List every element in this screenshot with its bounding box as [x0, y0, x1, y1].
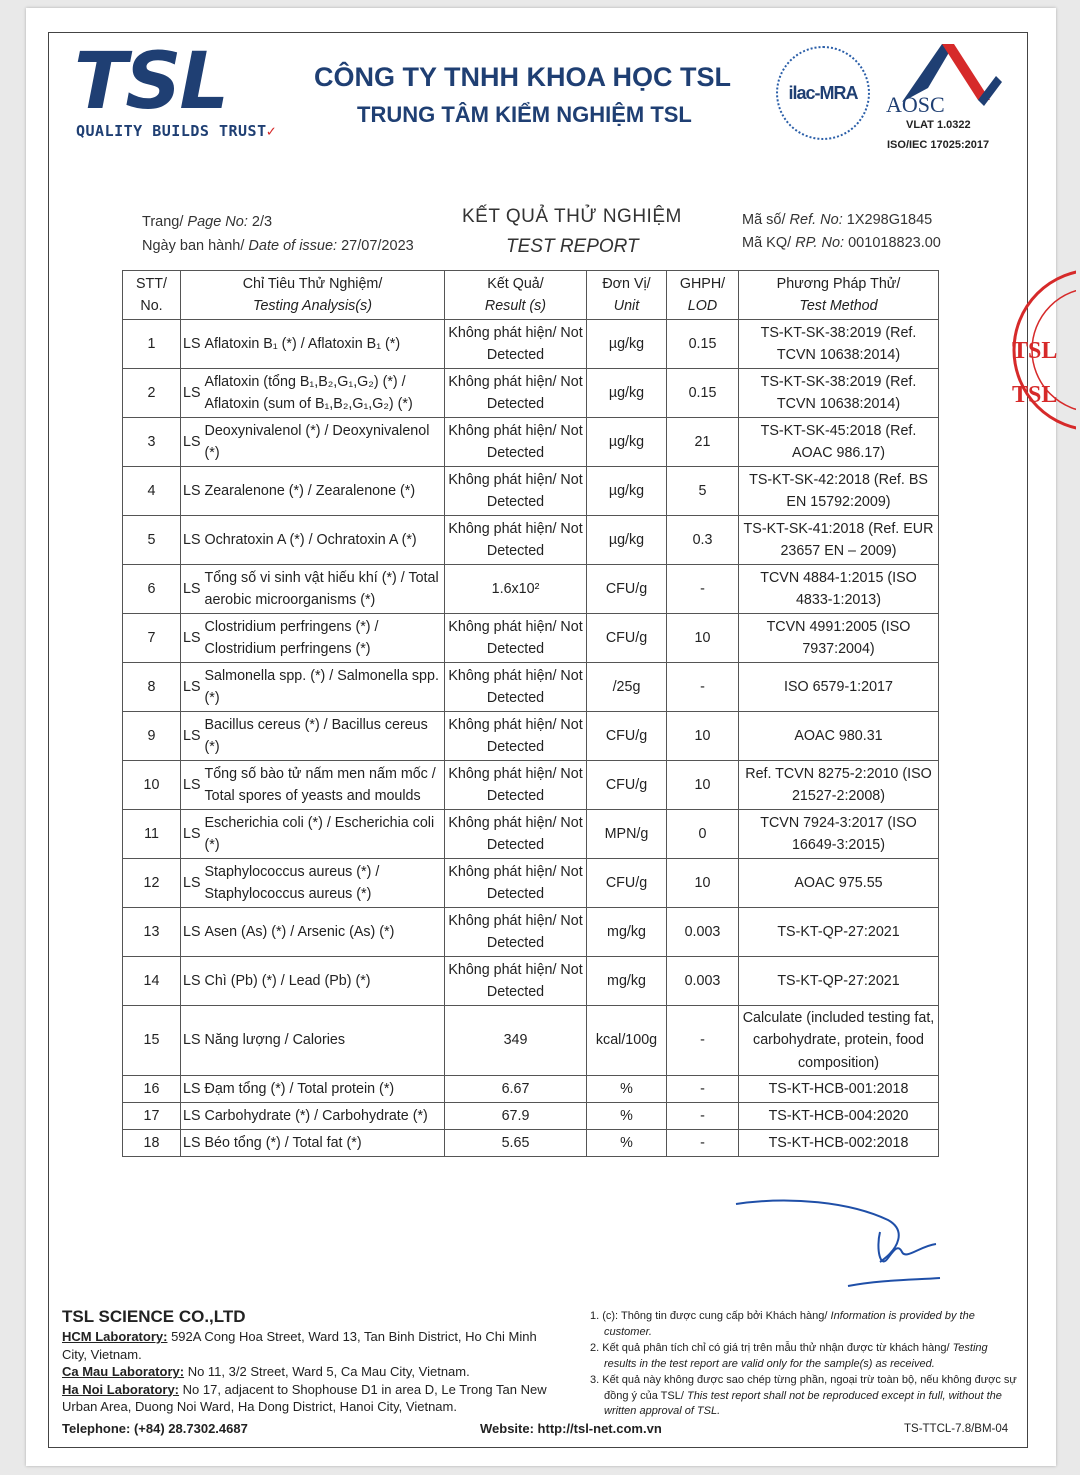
- row-result: Không phát hiện/ Not Detected: [445, 810, 587, 859]
- row-ls-flag: LS: [181, 1006, 203, 1076]
- row-unit: kcal/100g: [587, 1006, 667, 1076]
- row-analysis: Zearalenone (*) / Zearalenone (*): [203, 467, 445, 516]
- row-analysis: Béo tổng (*) / Total fat (*): [203, 1130, 445, 1157]
- row-ls-flag: LS: [181, 957, 203, 1006]
- row-unit: %: [587, 1103, 667, 1130]
- table-row: [123, 859, 939, 908]
- row-method: TS-KT-SK-38:2019 (Ref. TCVN 10638:2014): [739, 369, 939, 418]
- note-3: 3. Kết quả này không được sao chép từng phần, ngoại trừ toàn bộ, nếu không được sự đồng ý của TSL/ This test report shall not be reproduced except in full, without the written approval of TSL.: [590, 1374, 1017, 1417]
- row-ls-flag: LS: [181, 369, 203, 418]
- signature: [730, 1192, 950, 1292]
- row-unit: CFU/g: [587, 614, 667, 663]
- table-row: [123, 712, 939, 761]
- row-method: TS-KT-HCB-002:2018: [739, 1130, 939, 1157]
- results-table: [122, 270, 939, 1157]
- row-method: Ref. TCVN 8275-2:2010 (ISO 21527-2:2008): [739, 761, 939, 810]
- rp-number: Mã KQ/ RP. No: 001018823.00: [742, 235, 941, 251]
- row-analysis: Tổng số bào tử nấm men nấm mốc / Total spores of yeasts and moulds: [203, 761, 445, 810]
- row-number: 1: [123, 320, 181, 369]
- header-no: STT/ No.: [123, 271, 181, 320]
- row-ls-flag: LS: [181, 859, 203, 908]
- row-number: 12: [123, 859, 181, 908]
- row-lod: 10: [667, 761, 739, 810]
- row-ls-flag: LS: [181, 663, 203, 712]
- row-result: 67.9: [445, 1103, 587, 1130]
- row-ls-flag: LS: [181, 516, 203, 565]
- row-result: Không phát hiện/ Not Detected: [445, 712, 587, 761]
- row-unit: CFU/g: [587, 565, 667, 614]
- row-method: TS-KT-HCB-004:2020: [739, 1103, 939, 1130]
- row-method: TCVN 4991:2005 (ISO 7937:2004): [739, 614, 939, 663]
- row-number: 2: [123, 369, 181, 418]
- row-result: Không phát hiện/ Not Detected: [445, 516, 587, 565]
- footer-addresses: [62, 1306, 562, 1416]
- row-result: Không phát hiện/ Not Detected: [445, 467, 587, 516]
- ref-number: Mã số/ Ref. No: 1X298G1845: [742, 212, 933, 228]
- header-result: Kết Quả/ Result (s): [445, 271, 587, 320]
- row-method: Calculate (included testing fat, carbohydrate, protein, food composition): [739, 1006, 939, 1076]
- row-method: TS-KT-SK-42:2018 (Ref. BS EN 15792:2009): [739, 467, 939, 516]
- row-ls-flag: LS: [181, 1103, 203, 1130]
- row-analysis: Đạm tổng (*) / Total protein (*): [203, 1076, 445, 1103]
- table-row: [123, 369, 939, 418]
- row-lod: -: [667, 1006, 739, 1076]
- website-link[interactable]: Website: http://tsl-net.com.vn: [480, 1421, 662, 1436]
- row-result: 349: [445, 1006, 587, 1076]
- row-number: 3: [123, 418, 181, 467]
- row-ls-flag: LS: [181, 712, 203, 761]
- row-unit: µg/kg: [587, 320, 667, 369]
- header-method: Phương Pháp Thử/ Test Method: [739, 271, 939, 320]
- row-number: 4: [123, 467, 181, 516]
- row-lod: 0.3: [667, 516, 739, 565]
- row-result: 5.65: [445, 1130, 587, 1157]
- row-analysis: Asen (As) (*) / Arsenic (As) (*): [203, 908, 445, 957]
- vlat-number: VLAT 1.0322: [906, 119, 971, 131]
- row-method: AOAC 980.31: [739, 712, 939, 761]
- row-result: Không phát hiện/ Not Detected: [445, 418, 587, 467]
- svg-text:TSL: TSL: [1012, 382, 1058, 408]
- row-method: TS-KT-SK-45:2018 (Ref. AOAC 986.17): [739, 418, 939, 467]
- aosc-label: AOSC: [886, 92, 945, 117]
- row-unit: /25g: [587, 663, 667, 712]
- table-row: [123, 663, 939, 712]
- row-analysis: Aflatoxin (tổng B₁,B₂,G₁,G₂) (*) / Aflatoxin (sum of B₁,B₂,G₁,G₂) (*): [203, 369, 445, 418]
- table-row: [123, 418, 939, 467]
- logo-slogan: QUALITY BUILDS TRUST✓: [76, 122, 277, 140]
- report-title-vi: KẾT QUẢ THỬ NGHIỆM: [462, 206, 682, 227]
- row-ls-flag: LS: [181, 565, 203, 614]
- row-unit: %: [587, 1130, 667, 1157]
- footer-company: TSL SCIENCE CO.,LTD: [62, 1307, 246, 1326]
- red-stamp: [1006, 262, 1076, 438]
- row-method: TS-KT-SK-41:2018 (Ref. EUR 23657 EN – 2009): [739, 516, 939, 565]
- row-ls-flag: LS: [181, 320, 203, 369]
- row-method: TS-KT-SK-38:2019 (Ref. TCVN 10638:2014): [739, 320, 939, 369]
- row-result: Không phát hiện/ Not Detected: [445, 761, 587, 810]
- row-lod: 10: [667, 614, 739, 663]
- row-analysis: Clostridium perfringens (*) / Clostridium perfringens (*): [203, 614, 445, 663]
- row-lod: 21: [667, 418, 739, 467]
- row-unit: mg/kg: [587, 908, 667, 957]
- row-lod: -: [667, 565, 739, 614]
- header-analysis: Chỉ Tiêu Thử Nghiệm/ Testing Analysis(s): [181, 271, 445, 320]
- row-method: TS-KT-QP-27:2021: [739, 957, 939, 1006]
- row-unit: CFU/g: [587, 859, 667, 908]
- row-method: ISO 6579-1:2017: [739, 663, 939, 712]
- row-unit: CFU/g: [587, 712, 667, 761]
- row-analysis: Năng lượng / Calories: [203, 1006, 445, 1076]
- row-analysis: Chì (Pb) (*) / Lead (Pb) (*): [203, 957, 445, 1006]
- row-lod: 0.003: [667, 908, 739, 957]
- row-analysis: Deoxynivalenol (*) / Deoxynivalenol (*): [203, 418, 445, 467]
- row-ls-flag: LS: [181, 614, 203, 663]
- row-ls-flag: LS: [181, 467, 203, 516]
- row-lod: -: [667, 663, 739, 712]
- page-number: Trang/ Page No: 2/3: [142, 214, 273, 230]
- table-row: [123, 614, 939, 663]
- row-unit: µg/kg: [587, 467, 667, 516]
- row-number: 11: [123, 810, 181, 859]
- tsl-logo: TSL: [74, 37, 228, 127]
- note-1: 1. (c): Thông tin được cung cấp bởi Khách hàng/ Information is provided by the customer.: [590, 1310, 975, 1338]
- row-number: 10: [123, 761, 181, 810]
- row-analysis: Staphylococcus aureus (*) / Staphylococcus aureus (*): [203, 859, 445, 908]
- row-analysis: Carbohydrate (*) / Carbohydrate (*): [203, 1103, 445, 1130]
- center-name: TRUNG TÂM KIỂM NGHIỆM TSL: [357, 102, 692, 127]
- row-analysis: Tổng số vi sinh vật hiếu khí (*) / Total aerobic microorganisms (*): [203, 565, 445, 614]
- table-row: [123, 1076, 939, 1103]
- issue-date: Ngày ban hành/ Date of issue: 27/07/2023: [142, 238, 414, 254]
- header-lod: GHPH/ LOD: [667, 271, 739, 320]
- row-ls-flag: LS: [181, 761, 203, 810]
- row-analysis: Escherichia coli (*) / Escherichia coli (*): [203, 810, 445, 859]
- row-ls-flag: LS: [181, 908, 203, 957]
- row-lod: -: [667, 1076, 739, 1103]
- row-unit: µg/kg: [587, 516, 667, 565]
- row-method: TS-KT-HCB-001:2018: [739, 1076, 939, 1103]
- row-result: Không phát hiện/ Not Detected: [445, 859, 587, 908]
- row-result: 6.67: [445, 1076, 587, 1103]
- row-lod: 10: [667, 712, 739, 761]
- row-method: TS-KT-QP-27:2021: [739, 908, 939, 957]
- row-lod: 5: [667, 467, 739, 516]
- form-code: TS-TTCL-7.8/BM-04: [904, 1423, 1009, 1435]
- row-number: 17: [123, 1103, 181, 1130]
- row-method: TCVN 7924-3:2017 (ISO 16649-3:2015): [739, 810, 939, 859]
- row-lod: 0.15: [667, 369, 739, 418]
- row-result: Không phát hiện/ Not Detected: [445, 320, 587, 369]
- table-row: [123, 957, 939, 1006]
- hcm-address: HCM Laboratory: 592A Cong Hoa Street, Ward 13, Tan Binh District, Ho Chi Minh City, Vietnam.: [62, 1329, 537, 1362]
- iso-standard: ISO/IEC 17025:2017: [887, 139, 990, 151]
- row-ls-flag: LS: [181, 1076, 203, 1103]
- report-title-en: TEST REPORT: [506, 236, 639, 257]
- row-number: 18: [123, 1130, 181, 1157]
- row-number: 15: [123, 1006, 181, 1076]
- row-analysis: Aflatoxin B₁ (*) / Aflatoxin B₁ (*): [203, 320, 445, 369]
- row-number: 6: [123, 565, 181, 614]
- row-lod: 10: [667, 859, 739, 908]
- row-lod: 0.003: [667, 957, 739, 1006]
- ilac-mra-logo: ilac-MRA: [776, 46, 870, 140]
- row-result: Không phát hiện/ Not Detected: [445, 663, 587, 712]
- camau-address: Ca Mau Laboratory: No 11, 3/2 Street, Ward 5, Ca Mau City, Vietnam.: [62, 1364, 470, 1379]
- row-lod: -: [667, 1130, 739, 1157]
- svg-text:TSL: TSL: [1012, 338, 1058, 364]
- row-ls-flag: LS: [181, 1130, 203, 1157]
- footer-notes: [590, 1309, 1020, 1421]
- row-number: 14: [123, 957, 181, 1006]
- table-row: [123, 810, 939, 859]
- row-lod: 0: [667, 810, 739, 859]
- telephone: Telephone: (+84) 28.7302.4687: [62, 1421, 248, 1436]
- row-method: AOAC 975.55: [739, 859, 939, 908]
- row-unit: µg/kg: [587, 369, 667, 418]
- row-analysis: Ochratoxin A (*) / Ochratoxin A (*): [203, 516, 445, 565]
- row-unit: µg/kg: [587, 418, 667, 467]
- row-unit: mg/kg: [587, 957, 667, 1006]
- hanoi-address: Ha Noi Laboratory: No 17, adjacent to Shophouse D1 in area D, Le Trong Tan New Urban Area, Duong Noi Ward, Ha Dong District, Hanoi City, Vietnam.: [62, 1381, 547, 1414]
- row-number: 13: [123, 908, 181, 957]
- row-result: Không phát hiện/ Not Detected: [445, 614, 587, 663]
- row-number: 9: [123, 712, 181, 761]
- row-analysis: Salmonella spp. (*) / Salmonella spp. (*): [203, 663, 445, 712]
- header-unit: Đơn Vị/ Unit: [587, 271, 667, 320]
- row-ls-flag: LS: [181, 810, 203, 859]
- row-method: TCVN 4884-1:2015 (ISO 4833-1:2013): [739, 565, 939, 614]
- row-result: 1.6x10²: [445, 565, 587, 614]
- table-row: [123, 516, 939, 565]
- row-unit: MPN/g: [587, 810, 667, 859]
- table-row: [123, 1130, 939, 1157]
- row-number: 5: [123, 516, 181, 565]
- table-row: [123, 565, 939, 614]
- row-unit: %: [587, 1076, 667, 1103]
- note-2: 2. Kết quả phân tích chỉ có giá trị trên mẫu thử nhận được từ khách hàng/ Testing results in the test report are valid only for the sample(s) as received.: [590, 1342, 988, 1370]
- row-number: 8: [123, 663, 181, 712]
- table-row: [123, 908, 939, 957]
- row-result: Không phát hiện/ Not Detected: [445, 957, 587, 1006]
- row-ls-flag: LS: [181, 418, 203, 467]
- row-result: Không phát hiện/ Not Detected: [445, 908, 587, 957]
- row-result: Không phát hiện/ Not Detected: [445, 369, 587, 418]
- table-row: [123, 1103, 939, 1130]
- company-name: CÔNG TY TNHH KHOA HỌC TSL: [314, 62, 731, 92]
- row-number: 16: [123, 1076, 181, 1103]
- row-lod: -: [667, 1103, 739, 1130]
- check-icon: ✓: [266, 122, 277, 140]
- table-row: [123, 761, 939, 810]
- row-lod: 0.15: [667, 320, 739, 369]
- row-unit: CFU/g: [587, 761, 667, 810]
- table-header-row: [123, 271, 939, 320]
- row-number: 7: [123, 614, 181, 663]
- table-row: [123, 320, 939, 369]
- row-analysis: Bacillus cereus (*) / Bacillus cereus (*): [203, 712, 445, 761]
- table-row: [123, 467, 939, 516]
- table-row: [123, 1006, 939, 1076]
